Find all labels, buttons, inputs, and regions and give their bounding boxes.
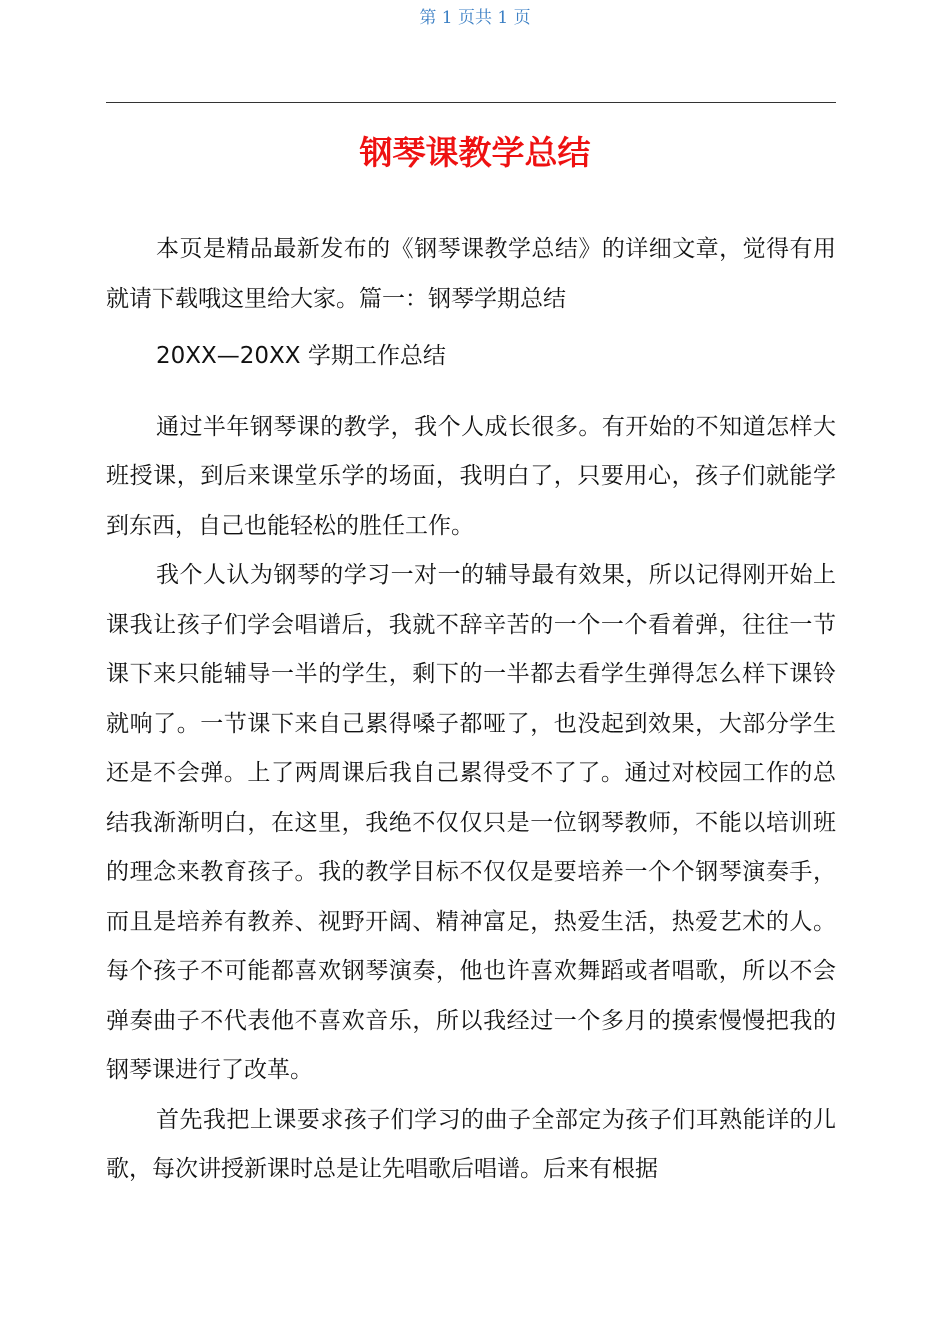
paragraph-body: 我个人认为钢琴的学习一对一的辅导最有效果，所以记得刚开始上课我让孩子们学会唱谱后，我就不辞辛苦的一个一个看着弹，往往一节课下来只能辅导一半的学生，剩下的一半都去看学生弹得怎么样下课铃就响了。一节课下来自己累得嗓子都哑了，也没起到效果，大部分学生还是不会弹。上了两周课后我自己累得受不了了。通过对校园工作的总结我渐渐明白，在这里，我绝不仅仅只是一位钢琴教师，不能以培训班的理念来教育孩子。我的教学目标不仅仅是要培养一个个钢琴演奏手，而且是培养有教养、视野开阔、精神富足，热爱生活，热爱艺术的人。每个孩子不可能都喜欢钢琴演奏，他也许喜欢舞蹈或者唱歌，所以不会弹奏曲子不代表他不喜欢音乐，所以我经过一个多月的摸索慢慢把我的钢琴课进行了改革。 <box>106 562 836 1083</box>
paragraph-subtitle: 20XX—20XX 学期工作总结 <box>156 343 446 369</box>
header-divider <box>106 102 836 103</box>
document-body <box>106 225 836 1195</box>
paragraph-intro: 本页是精品最新发布的《钢琴课教学总结》的详细文章，觉得有用就请下载哦这里给大家。篇一：钢琴学期总结 <box>106 236 836 312</box>
document-title: 钢琴课教学总结 <box>359 133 591 173</box>
paragraph-body: 首先我把上课要求孩子们学习的曲子全部定为孩子们耳熟能详的儿歌，每次讲授新课时总是让先唱歌后唱谱。后来有根据 <box>106 1106 836 1182</box>
paragraph-body: 通过半年钢琴课的教学，我个人成长很多。有开始的不知道怎样大班授课，到后来课堂乐学的场面，我明白了，只要用心，孩子们就能学到东西，自己也能轻松的胜任工作。 <box>106 413 836 539</box>
page-indicator: 第 1 页共 1 页 <box>419 8 531 28</box>
